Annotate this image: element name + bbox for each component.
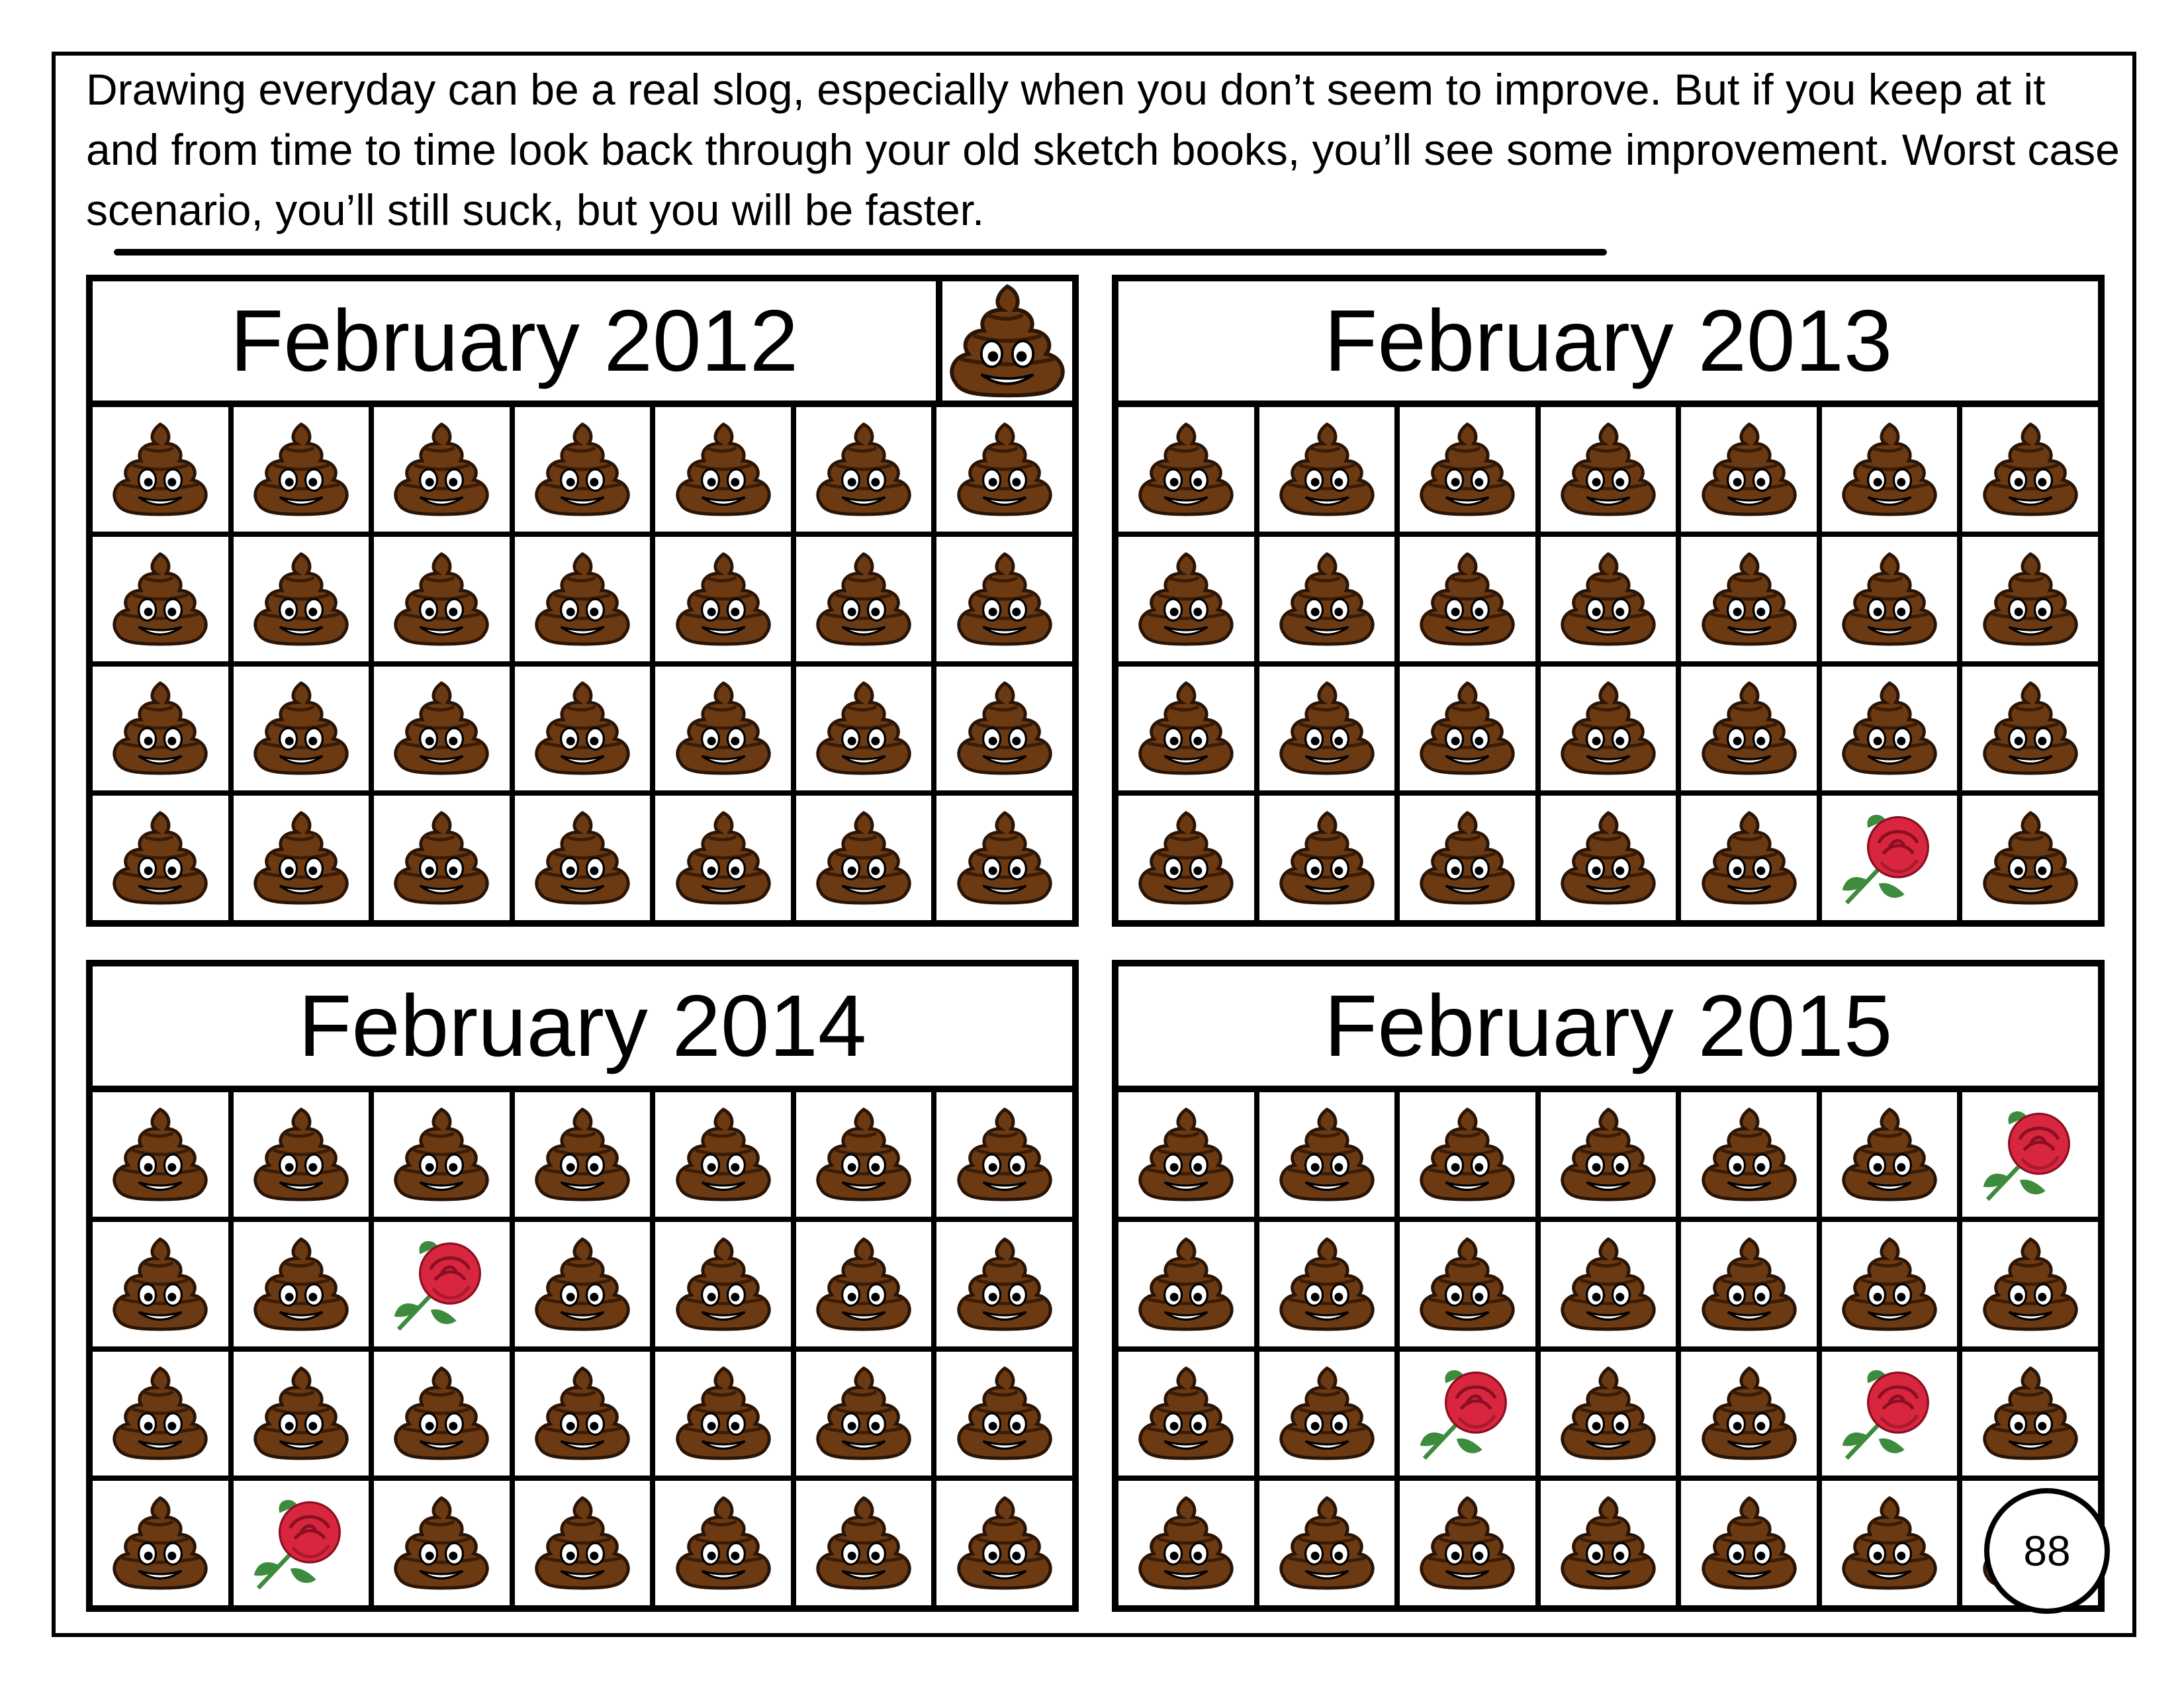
rose-icon <box>1836 804 1943 912</box>
poop-icon <box>1273 1489 1381 1597</box>
poop-icon <box>1836 1489 1943 1597</box>
day-cell <box>655 1481 791 1605</box>
calendar-title: February 2013 <box>1324 292 1893 389</box>
poop-icon <box>810 1360 917 1467</box>
day-cell <box>1962 1222 2098 1346</box>
day-cell <box>1681 796 1817 920</box>
poop-icon <box>1132 416 1240 523</box>
poop-icon <box>1977 545 2084 653</box>
poop-icon <box>529 804 636 912</box>
day-cell <box>1962 407 2098 532</box>
rose-icon <box>1414 1360 1521 1467</box>
day-cell <box>1962 537 2098 661</box>
poop-icon <box>1132 1101 1240 1208</box>
day-cell <box>1541 667 1676 791</box>
day-cell <box>1400 1352 1535 1476</box>
intro-paragraph: Drawing everyday can be a real slog, especially when you don’t seem to improve. But if you keep at it and from time to time look back through your old sketch books, you’ll see some improvement. Worst case scenario, you’ll still suck, but you will be faster. <box>86 65 2120 234</box>
poop-icon <box>810 1489 917 1597</box>
poop-icon <box>1414 804 1521 912</box>
poop-icon <box>388 804 495 912</box>
poop-icon <box>1696 545 1803 653</box>
day-cell <box>374 1352 510 1476</box>
day-cell <box>1822 1222 1958 1346</box>
day-cell <box>1259 1481 1395 1605</box>
day-cell <box>655 667 791 791</box>
rose-icon <box>248 1489 355 1597</box>
poop-icon <box>1273 1360 1381 1467</box>
poop-icon <box>107 675 214 782</box>
poop-icon <box>1555 1101 1662 1208</box>
poop-icon <box>1977 1360 2084 1467</box>
day-cell <box>93 796 228 920</box>
day-cell <box>1400 537 1535 661</box>
poop-icon <box>1696 675 1803 782</box>
day-cell <box>1400 1222 1535 1346</box>
poop-icon <box>388 416 495 523</box>
poop-icon <box>1696 804 1803 912</box>
poop-icon <box>942 276 1072 406</box>
day-cell <box>374 1222 510 1346</box>
poop-icon <box>107 1360 214 1467</box>
calendar-day-grid <box>93 407 1072 920</box>
poop-icon <box>529 1360 636 1467</box>
day-cell <box>1962 796 2098 920</box>
calendar-title: February 2012 <box>230 292 799 389</box>
day-cell <box>1400 667 1535 791</box>
calendar-title: February 2014 <box>298 977 867 1074</box>
poop-icon <box>388 675 495 782</box>
poop-icon <box>670 1489 777 1597</box>
day-cell <box>1259 537 1395 661</box>
calendar-header-icon-cell <box>936 281 1072 400</box>
day-cell <box>655 796 791 920</box>
day-cell <box>1681 1092 1817 1217</box>
day-cell <box>1681 1222 1817 1346</box>
poop-icon <box>951 1360 1058 1467</box>
poop-icon <box>107 1101 214 1208</box>
day-cell <box>796 537 932 661</box>
poop-icon <box>951 416 1058 523</box>
poop-icon <box>107 545 214 653</box>
poop-icon <box>670 804 777 912</box>
poop-icon <box>1132 804 1240 912</box>
day-cell <box>1962 1092 2098 1217</box>
day-cell <box>93 537 228 661</box>
poop-icon <box>248 545 355 653</box>
poop-icon <box>107 804 214 912</box>
day-cell <box>936 1352 1072 1476</box>
day-cell <box>1118 1352 1254 1476</box>
poop-icon <box>1836 545 1943 653</box>
day-cell <box>936 537 1072 661</box>
day-cell <box>1118 1092 1254 1217</box>
day-cell <box>1541 1481 1676 1605</box>
poop-icon <box>1273 545 1381 653</box>
day-cell <box>234 1481 369 1605</box>
poop-icon <box>1414 545 1521 653</box>
poop-icon <box>1696 1489 1803 1597</box>
poop-icon <box>1132 675 1240 782</box>
day-cell <box>234 537 369 661</box>
day-cell <box>1259 667 1395 791</box>
day-cell <box>374 537 510 661</box>
calendar-title: February 2015 <box>1324 977 1893 1074</box>
poop-icon <box>951 1489 1058 1597</box>
day-cell <box>796 796 932 920</box>
poop-icon <box>107 416 214 523</box>
day-cell <box>1259 796 1395 920</box>
poop-icon <box>1836 1231 1943 1338</box>
poop-icon <box>388 1489 495 1597</box>
poop-icon <box>1977 675 2084 782</box>
poop-icon <box>951 1231 1058 1338</box>
poop-icon <box>951 545 1058 653</box>
day-cell <box>234 407 369 532</box>
day-cell <box>1400 407 1535 532</box>
day-cell <box>234 667 369 791</box>
day-cell <box>1400 796 1535 920</box>
poop-icon <box>1273 1231 1381 1338</box>
poop-icon <box>1132 1231 1240 1338</box>
day-cell <box>1541 796 1676 920</box>
poop-icon <box>529 1231 636 1338</box>
poop-icon <box>248 416 355 523</box>
day-cell <box>655 1222 791 1346</box>
day-cell <box>796 407 932 532</box>
calendar-header <box>1118 281 2098 407</box>
day-cell <box>374 1481 510 1605</box>
day-cell <box>1541 537 1676 661</box>
day-cell <box>1118 537 1254 661</box>
day-cell <box>1541 1352 1676 1476</box>
day-cell <box>796 1092 932 1217</box>
day-cell <box>936 1481 1072 1605</box>
poop-icon <box>1696 416 1803 523</box>
day-cell <box>1822 537 1958 661</box>
day-cell <box>1259 1092 1395 1217</box>
day-cell <box>1681 1352 1817 1476</box>
poop-icon <box>810 675 917 782</box>
day-cell <box>1822 1352 1958 1476</box>
day-cell <box>515 1352 651 1476</box>
calendar-day-grid <box>1118 407 2098 920</box>
day-cell <box>796 667 932 791</box>
day-cell <box>1822 1092 1958 1217</box>
poop-icon <box>1414 1101 1521 1208</box>
intro-underline <box>114 249 1607 256</box>
poop-icon <box>810 545 917 653</box>
poop-icon <box>1696 1231 1803 1338</box>
rose-icon <box>1977 1101 2084 1208</box>
day-cell <box>1681 407 1817 532</box>
day-cell <box>234 1352 369 1476</box>
poop-icon <box>670 1101 777 1208</box>
day-cell <box>936 407 1072 532</box>
poop-icon <box>810 804 917 912</box>
day-cell <box>936 1222 1072 1346</box>
calendar-header <box>1118 966 2098 1092</box>
poop-icon <box>388 1101 495 1208</box>
poop-icon <box>1273 1101 1381 1208</box>
poop-icon <box>107 1489 214 1597</box>
day-cell <box>796 1481 932 1605</box>
poop-icon <box>1836 416 1943 523</box>
day-cell <box>93 667 228 791</box>
day-cell <box>515 1222 651 1346</box>
day-cell <box>796 1352 932 1476</box>
day-cell <box>515 537 651 661</box>
day-cell <box>1541 1092 1676 1217</box>
day-cell <box>234 1222 369 1346</box>
poop-icon <box>1273 416 1381 523</box>
day-cell <box>1259 407 1395 532</box>
day-cell <box>234 1092 369 1217</box>
day-cell <box>515 1481 651 1605</box>
poop-icon <box>1555 1360 1662 1467</box>
poop-icon <box>1555 675 1662 782</box>
poop-icon <box>1696 1101 1803 1208</box>
poop-icon <box>248 804 355 912</box>
poop-icon <box>1414 1231 1521 1338</box>
day-cell <box>1259 1352 1395 1476</box>
poop-icon <box>529 416 636 523</box>
day-cell <box>1962 1352 2098 1476</box>
day-cell <box>1822 796 1958 920</box>
poop-icon <box>529 1489 636 1597</box>
poop-icon <box>670 675 777 782</box>
day-cell <box>1681 1481 1817 1605</box>
day-cell <box>93 1222 228 1346</box>
day-cell <box>374 796 510 920</box>
day-cell <box>93 407 228 532</box>
poop-icon <box>1836 675 1943 782</box>
rose-icon <box>1836 1360 1943 1467</box>
day-cell <box>234 796 369 920</box>
day-cell <box>1822 407 1958 532</box>
day-cell <box>936 1092 1072 1217</box>
poop-icon <box>1414 1489 1521 1597</box>
day-cell <box>1118 1222 1254 1346</box>
poop-icon <box>529 545 636 653</box>
day-cell <box>515 667 651 791</box>
poop-icon <box>248 1231 355 1338</box>
poop-icon <box>1132 1489 1240 1597</box>
day-cell <box>93 1352 228 1476</box>
day-cell <box>1400 1481 1535 1605</box>
poop-icon <box>1273 804 1381 912</box>
day-cell <box>1118 667 1254 791</box>
poop-icon <box>810 1101 917 1208</box>
poop-icon <box>1132 545 1240 653</box>
poop-icon <box>1977 416 2084 523</box>
calendar-february-2013 <box>1112 275 2105 927</box>
poop-icon <box>529 1101 636 1208</box>
calendar-day-grid <box>1118 1092 2098 1605</box>
day-cell <box>1118 796 1254 920</box>
day-cell <box>1962 667 2098 791</box>
day-cell <box>1681 537 1817 661</box>
day-cell <box>93 1481 228 1605</box>
calendar-february-2012 <box>86 275 1079 927</box>
day-cell <box>655 1092 791 1217</box>
poop-icon <box>107 1231 214 1338</box>
day-cell <box>1541 1222 1676 1346</box>
poop-icon <box>1836 1101 1943 1208</box>
poop-icon <box>951 804 1058 912</box>
day-cell <box>1822 667 1958 791</box>
poop-icon <box>1414 675 1521 782</box>
calendar-day-grid <box>93 1092 1072 1605</box>
poop-icon <box>1414 416 1521 523</box>
poop-icon <box>670 1231 777 1338</box>
poop-icon <box>388 545 495 653</box>
day-cell <box>1259 1222 1395 1346</box>
poop-icon <box>670 545 777 653</box>
day-cell <box>1681 667 1817 791</box>
poop-icon <box>1977 1231 2084 1338</box>
poop-icon <box>1555 416 1662 523</box>
calendar-february-2014 <box>86 960 1079 1612</box>
poop-icon <box>1555 1489 1662 1597</box>
day-cell <box>936 796 1072 920</box>
day-cell <box>796 1222 932 1346</box>
poop-icon <box>1977 804 2084 912</box>
poop-icon <box>388 1360 495 1467</box>
day-cell <box>515 796 651 920</box>
rose-icon <box>388 1231 495 1338</box>
poop-icon <box>1555 804 1662 912</box>
poop-icon <box>1696 1360 1803 1467</box>
poop-icon <box>529 675 636 782</box>
day-cell <box>655 407 791 532</box>
day-cell <box>1400 1092 1535 1217</box>
poop-icon <box>1273 675 1381 782</box>
poop-icon <box>1555 545 1662 653</box>
calendar-header <box>93 966 1072 1092</box>
day-cell <box>374 407 510 532</box>
day-cell <box>1822 1481 1958 1605</box>
poop-icon <box>248 1360 355 1467</box>
day-cell <box>936 667 1072 791</box>
poop-icon <box>810 1231 917 1338</box>
poop-icon <box>248 675 355 782</box>
day-cell <box>515 407 651 532</box>
poop-icon <box>1555 1231 1662 1338</box>
calendar-february-2015 <box>1112 960 2105 1612</box>
day-cell <box>93 1092 228 1217</box>
poop-icon <box>951 1101 1058 1208</box>
page-number-badge: 88 <box>1984 1488 2110 1614</box>
calendar-header <box>93 281 1072 407</box>
poop-icon <box>248 1101 355 1208</box>
poop-icon <box>1132 1360 1240 1467</box>
day-cell <box>374 1092 510 1217</box>
day-cell <box>1541 407 1676 532</box>
day-cell <box>515 1092 651 1217</box>
day-cell <box>1118 1481 1254 1605</box>
poop-icon <box>810 416 917 523</box>
day-cell <box>374 667 510 791</box>
poop-icon <box>670 1360 777 1467</box>
day-cell <box>1118 407 1254 532</box>
poop-icon <box>670 416 777 523</box>
day-cell <box>655 537 791 661</box>
day-cell <box>655 1352 791 1476</box>
poop-icon <box>951 675 1058 782</box>
